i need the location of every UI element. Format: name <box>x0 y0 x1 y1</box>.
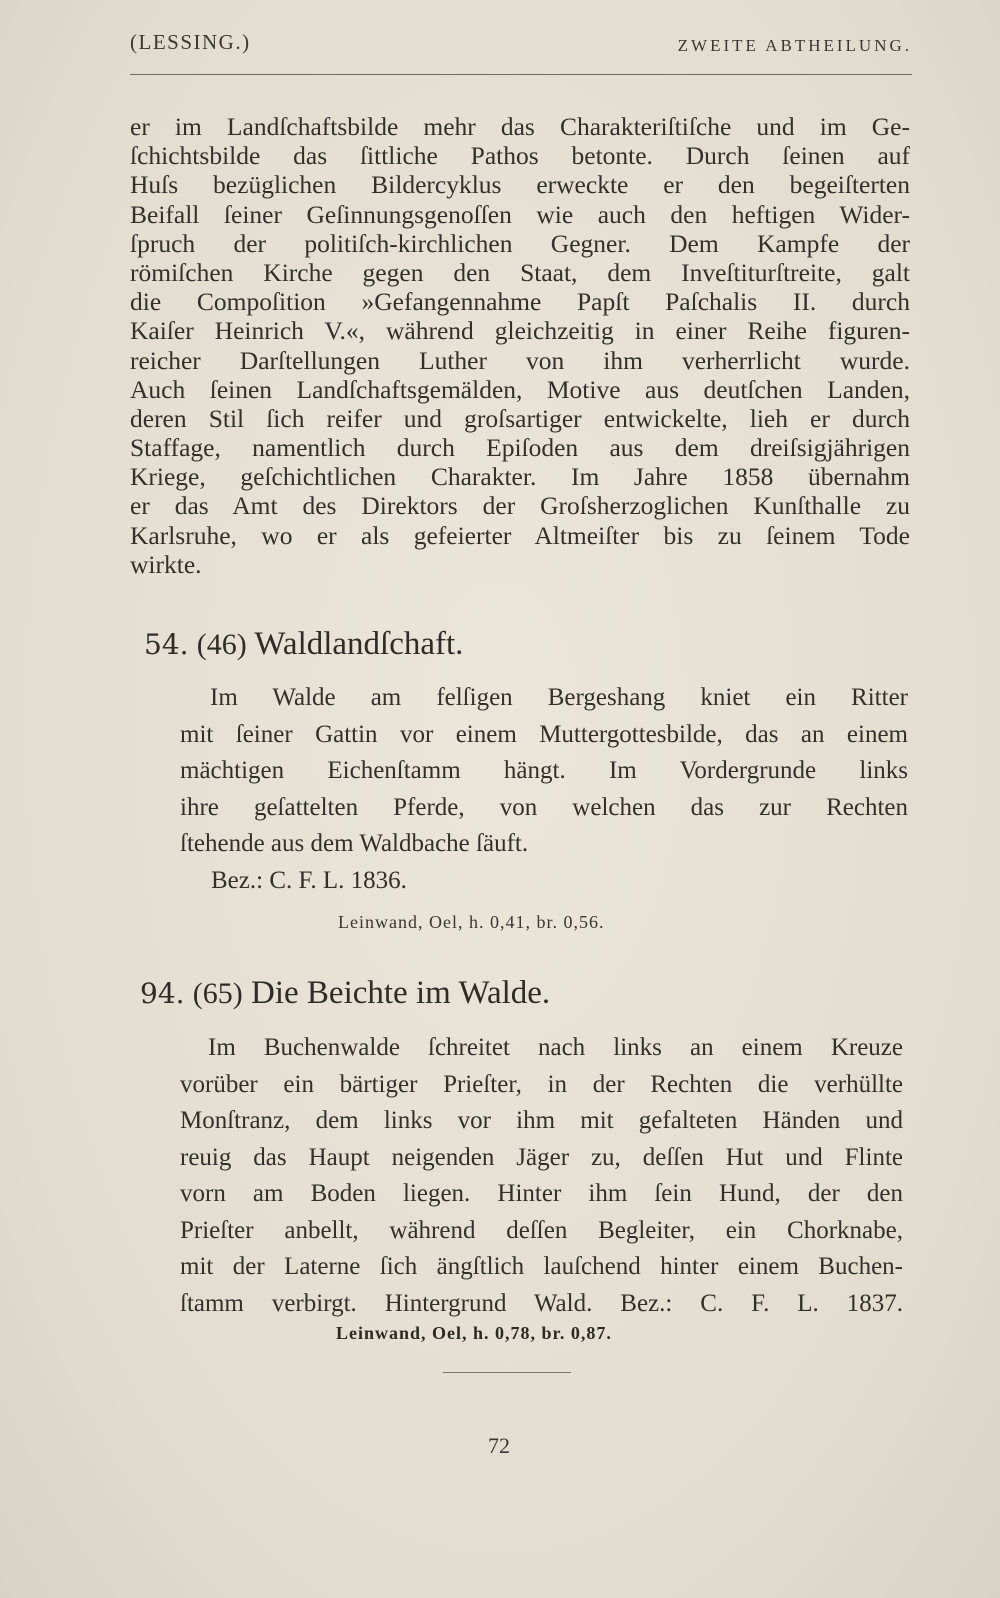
text-line: Im Walde am felſigen Bergeshang kniet ein Ritter <box>210 684 908 711</box>
running-head-section: ZWEITE ABTHEILUNG. <box>677 36 912 55</box>
text-line: er im Landſchaftsbilde mehr das Charakteriſtiſche und im Ge- <box>130 112 910 141</box>
entry-number: 94. <box>140 977 185 1010</box>
entry-old-number: (46) <box>196 628 247 661</box>
text-line: Im Buchenwalde ſchreitet nach links an einem Kreuze <box>208 1034 903 1061</box>
entry-number: 54. <box>144 628 189 661</box>
text-line: Monſtranz, dem links vor ihm mit gefalteten Händen und <box>180 1107 903 1134</box>
footer-rule <box>443 1372 571 1373</box>
entry-description-94 <box>180 1030 903 1322</box>
text-line: ihre geſattelten Pferde, von welchen das zur Rechten <box>180 793 908 821</box>
text-line: Karlsruhe, wo er als gefeierter Altmeiſter bis zu ſeinem Tode <box>130 520 910 550</box>
entry-medium-94: Leinwand, Oel, h. 0,78, br. 0,87. <box>336 1323 612 1343</box>
text-line: wirkte. <box>130 549 202 579</box>
entry-title-94 <box>140 975 550 1012</box>
text-line: Huſs bezüglichen Bildercyklus erweckte er den begeiſterten <box>130 170 910 200</box>
text-line: Auch ſeinen Landſchaftsgemälden, Motive aus deutſchen Landen, <box>130 374 910 404</box>
text-line: mit der Laterne ſich ängſtlich lauſchend hinter einem Buchen- <box>180 1253 903 1280</box>
text-line: ſchichtsbilde das ſittliche Pathos betonte. Durch ſeinen auf <box>130 141 910 171</box>
entry-signature-54: Bez.: C. F. L. 1836. <box>211 867 407 894</box>
text-line: deren Stil ſich reifer und groſsartiger entwickelte, lieh er durch <box>130 403 910 433</box>
text-line: er das Amt des Direktors der Groſsherzoglichen Kunſthalle zu <box>130 491 910 521</box>
running-head-author: (LESSING.) <box>130 30 251 54</box>
text-line: ſtehende aus dem Waldbache ſäuft. <box>180 830 529 857</box>
text-line: reicher Darſtellungen Luther von ihm verherrlicht wurde. <box>130 345 910 375</box>
entry-old-number: (65) <box>192 977 243 1010</box>
entry-title-text: Die Beichte im Walde. <box>251 975 551 1011</box>
text-line: römiſchen Kirche gegen den Staat, dem Inveſtiturſtreite, galt <box>130 257 910 287</box>
text-line: vorüber ein bärtiger Prieſter, in der Rechten die verhüllte <box>180 1070 903 1098</box>
text-line: ſtamm verbirgt. Hintergrund Wald. Bez.: C. F. L. 1837. <box>180 1289 903 1317</box>
text-line: mächtigen Eichenſtamm hängt. Im Vordergrunde links <box>180 757 908 784</box>
text-line: Beifall ſeiner Geſinnungsgenoſſen wie auch den heftigen Wider- <box>130 199 910 229</box>
text-line: ſpruch der politiſch-kirchlichen Gegner. Dem Kampfe der <box>130 228 910 258</box>
running-head <box>130 30 912 60</box>
text-line: die Compoſition »Gefangennahme Papſt Paſchalis II. durch <box>130 287 910 317</box>
text-line: Prieſter anbellt, während deſſen Begleiter, ein Chorknabe, <box>180 1216 903 1244</box>
entry-title-54 <box>144 626 463 663</box>
entry-medium-54: Leinwand, Oel, h. 0,41, br. 0,56. <box>338 912 605 932</box>
text-line: Kaiſer Heinrich V.«, während gleichzeitig in einer Reihe figuren- <box>130 316 910 346</box>
text-line: reuig das Haupt neigenden Jäger zu, deſſen Hut und Flinte <box>180 1143 903 1171</box>
text-line: vorn am Boden liegen. Hinter ihm ſein Hund, der den <box>180 1180 903 1207</box>
text-line: Staffage, namentlich durch Epiſoden aus dem dreiſsigjährigen <box>130 433 910 463</box>
entry-description-54 <box>180 680 908 863</box>
text-line: mit ſeiner Gattin vor einem Muttergottesbilde, das an einem <box>180 720 908 748</box>
text-line: Kriege, geſchichtlichen Charakter. Im Jahre 1858 übernahm <box>130 462 910 492</box>
entry-title-text: Waldlandſchaft. <box>254 626 464 662</box>
intro-paragraph <box>130 112 910 579</box>
header-rule <box>130 74 912 75</box>
page-number: 72 <box>488 1433 510 1458</box>
